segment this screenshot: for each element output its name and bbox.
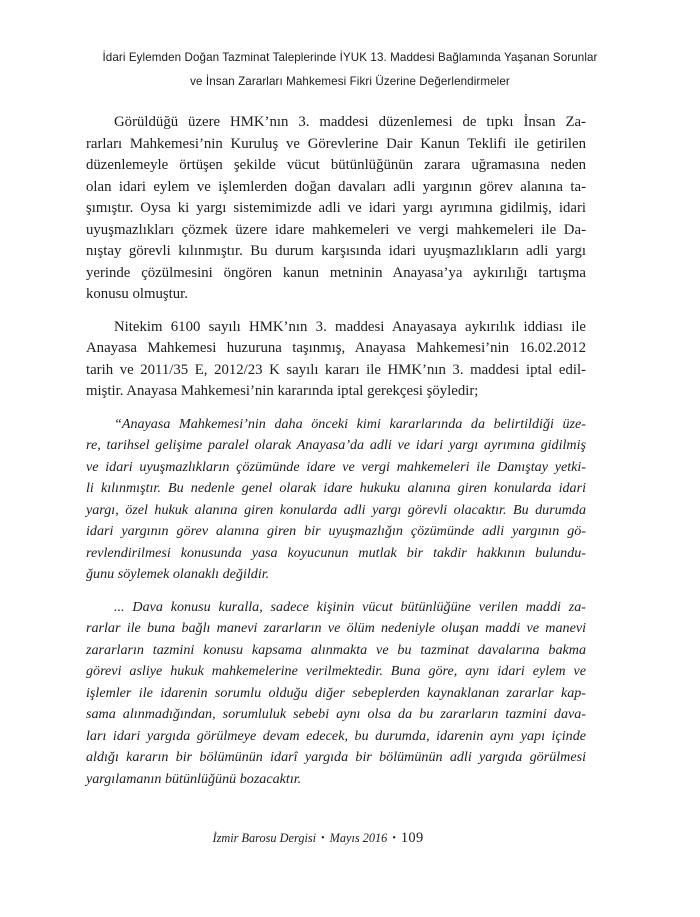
text-line: li kılınmıştır. Bu nedenle genel olarak idare hukuku alanına giren konularda idari xyxy=(86,480,586,496)
text-line: revlendirilmesi konusunda yasa koyucunun mutlak bir takdir hakkının bulundu- xyxy=(86,544,586,561)
text-line: düzenlemeyle örtüşen şekilde vücut bütünlüğünün zarara uğramasına neden xyxy=(86,157,586,173)
text-line: Anayasa Mahkemesi huzuruna taşınmış, Anayasa Mahkemesi’nin 16.02.2012 xyxy=(86,340,586,356)
text-line: ları idari yargıda görülmeye devam edecek, bu durumda, idarenin aynı yapı içinde xyxy=(86,727,586,744)
text-line: rarlar ile buna bağlı manevi zararların ve ölüm nedeniyle oluşan maddi ve manevi xyxy=(86,620,586,636)
footer-bullet-separator: • xyxy=(321,833,325,844)
text-line: nıştay görevli kılınmıştır. Bu durum karşısında idari uyuşmazlıkların adli yargı xyxy=(86,243,586,259)
text-line: ve idari uyuşmazlıkların çözümünde idare ve vergi mahkemeleri ile Danıştay yetki- xyxy=(86,458,586,475)
text-line: şımıştır. Oysa ki yargı sistemimizde adli ve idari yargı ayrımına gidilmiş, idari xyxy=(86,200,586,216)
text-line: ... Dava konusu kuralla, sadece kişinin vücut bütünlüğüne verilen maddi za- xyxy=(114,598,586,615)
text-line: ğunu söylemek olanaklı değildir. xyxy=(86,566,270,582)
footer-journal-title: İzmir Barosu Dergisi xyxy=(212,831,317,845)
text-line: sama alınmadığından, sorumluluk sebebi aynı olsa da bu zararların tazmini dava- xyxy=(86,706,586,722)
text-line: miştir. Anayasa Mahkemesi’nin kararında iptal gerekçesi şöyledir; xyxy=(86,383,479,399)
text-line: olan idari eylem ve işlemlerden doğan davaları adli yargının görev alanına ta- xyxy=(86,178,586,195)
footer-page-number: 109 xyxy=(400,830,424,846)
text-line: aldığı kararın bir bölümünün idarî yargıda bir bölümünün adli yargıda görülmesi xyxy=(86,749,586,765)
text-line: zararların tazmini konusu kapsama alınmakta ve bu tazminat davalarına bakma xyxy=(86,641,586,658)
footer-bullet-separator-2: • xyxy=(392,833,396,844)
footer-issue-date: Mayıs 2016 xyxy=(329,831,388,845)
text-line: uyuşmazlıkları çözmek üzere idare mahkemeleri ve vergi mahkemeleri ile Da- xyxy=(86,221,586,238)
body-paragraph xyxy=(86,317,586,403)
article-body xyxy=(86,112,586,801)
text-line: “Anayasa Mahkemesi’nin daha önceki kimi kararlarında da belirtildiği üze- xyxy=(114,415,586,432)
text-line: görevi asliye hukuk mahkemelerine verilmektedir. Buna göre, aynı idari eylem ve xyxy=(86,663,586,679)
body-paragraph xyxy=(86,112,586,306)
text-line: idari yargının görev alanına giren bir uyuşmazlığın çözümünde adli yargının gö- xyxy=(86,523,586,539)
text-line: işlemler ile idarenin sorumlu olduğu diğer sebeplerden kaynaklanan zararlar kap- xyxy=(86,684,586,701)
quote-paragraph xyxy=(86,414,586,586)
text-line: yargılamanın bütünlüğünü bozacaktır. xyxy=(86,770,302,787)
text-line: Görüldüğü üzere HMK’nın 3. maddesi düzenlemesi de tıpkı İnsan Za- xyxy=(114,114,586,130)
text-line: rarları Mahkemesi’nin Kuruluş ve Görevlerine Dair Kanun Teklifi ile getirilen xyxy=(86,135,586,152)
text-line: tarih ve 2011/35 E, 2012/23 K sayılı kararı ile HMK’nın 3. maddesi iptal edil- xyxy=(86,361,586,378)
text-line: konusu olmuştur. xyxy=(86,286,188,302)
running-header-line-1: İdari Eylemden Doğan Tazminat Taleplerinde İYUK 13. Maddesi Bağlamında Yaşanan Sorunlar xyxy=(102,51,598,64)
quote-paragraph xyxy=(86,597,586,791)
running-header-line-2: ve İnsan Zararları Mahkemesi Fikri Üzerine Değerlendirmeler xyxy=(190,75,510,88)
running-header xyxy=(30,46,670,94)
text-line: Nitekim 6100 sayılı HMK’nın 3. maddesi Anayasaya aykırılık iddiası ile xyxy=(114,318,586,335)
page-footer xyxy=(86,830,550,847)
text-line: yerinde çözülmesini öngören kanun metninin Anayasa’ya aykırılığı tartışma xyxy=(86,264,586,281)
text-line: re, tarihsel gelişime paralel olarak Anayasa’da adli ve idari yargı ayrımına gidilmiş xyxy=(86,437,586,453)
text-line: yargı, özel hukuk alanına giren konularda adli yargı görevli olacaktır. Bu durumda xyxy=(86,501,586,518)
